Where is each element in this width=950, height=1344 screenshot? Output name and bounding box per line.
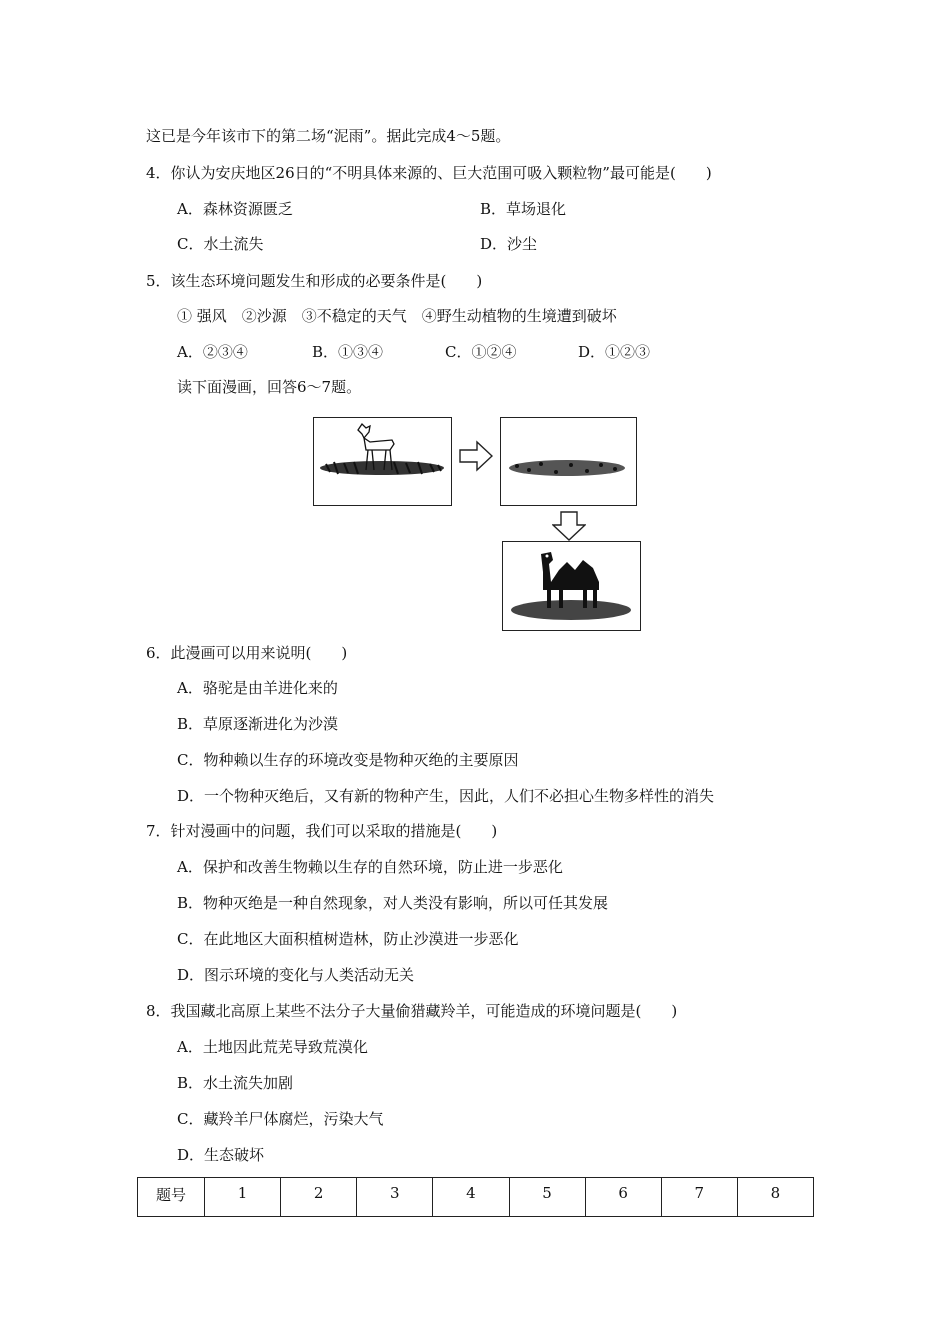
- question-6-option-a: A．骆驼是由羊进化来的: [177, 679, 338, 697]
- question-5-option-a: A．②③④: [177, 343, 248, 361]
- question-7-option-b: B．物种灭绝是一种自然现象，对人类没有影响，所以可任其发展: [177, 894, 609, 912]
- question-8-option-d: D．生态破坏: [177, 1146, 265, 1164]
- question-8-option-c: C．藏羚羊尸体腐烂，污染大气: [177, 1110, 384, 1128]
- question-6-option-d: D．一个物种灭绝后，又有新的物种产生，因此，人们不必担心生物多样性的消失: [177, 787, 715, 805]
- arrow-right-icon: [459, 440, 493, 476]
- intro-text: 这已是今年该市下的第二场“泥雨”。据此完成4～5题。: [146, 127, 511, 145]
- question-8-option-b: B．水土流失加剧: [177, 1074, 294, 1092]
- cartoon-panel-goat-grassland: [313, 417, 452, 506]
- question-6-option-b: B．草原逐渐进化为沙漠: [177, 715, 339, 733]
- question-5-option-d: D．①②③: [578, 343, 651, 361]
- answer-table-number: 4: [433, 1178, 509, 1217]
- answer-table-number: 1: [205, 1178, 281, 1217]
- question-7-stem: 7．针对漫画中的问题，我们可以采取的措施是( ): [146, 822, 498, 840]
- answer-table-header-row: [138, 1178, 814, 1217]
- question-5-conditions: ① 强风 ②沙源 ③不稳定的天气 ④野生动植物的生境遭到破坏: [177, 307, 617, 325]
- answer-table-number: 2: [281, 1178, 357, 1217]
- cartoon-panel-camel-desert: [502, 541, 641, 631]
- answer-table-number: 7: [661, 1178, 737, 1217]
- question-4-option-b: B．草场退化: [480, 200, 567, 218]
- question-6-stem: 6．此漫画可以用来说明( ): [146, 644, 348, 662]
- cartoon-intro: 读下面漫画，回答6～7题。: [177, 378, 362, 396]
- question-4-option-d: D．沙尘: [480, 235, 538, 253]
- answer-table-number: 8: [737, 1178, 813, 1217]
- question-5-option-b: B．①③④: [312, 343, 384, 361]
- question-4-stem: 4．你认为安庆地区26日的“不明具体来源的、巨大范围可吸入颗粒物”最可能是( ): [146, 164, 712, 182]
- answer-table-number: 5: [509, 1178, 585, 1217]
- answer-table-number: 6: [585, 1178, 661, 1217]
- answer-table-number: 3: [357, 1178, 433, 1217]
- question-5-stem: 5．该生态环境问题发生和形成的必要条件是( ): [146, 272, 483, 290]
- question-4-option-a: A．森林资源匮乏: [177, 200, 293, 218]
- question-5-option-c: C．①②④: [445, 343, 517, 361]
- question-6-option-c: C．物种赖以生存的环境改变是物种灭绝的主要原因: [177, 751, 519, 769]
- question-7-option-c: C．在此地区大面积植树造林，防止沙漠进一步恶化: [177, 930, 519, 948]
- question-8-option-a: A．土地因此荒芜导致荒漠化: [177, 1038, 368, 1056]
- question-7-option-d: D．图示环境的变化与人类活动无关: [177, 966, 415, 984]
- answer-table: [137, 1177, 814, 1217]
- question-7-option-a: A．保护和改善生物赖以生存的自然环境，防止进一步恶化: [177, 858, 563, 876]
- arrow-down-icon: [552, 511, 586, 545]
- question-8-stem: 8．我国藏北高原上某些不法分子大量偷猎藏羚羊，可能造成的环境问题是( ): [146, 1002, 678, 1020]
- question-4-option-c: C．水土流失: [177, 235, 264, 253]
- answer-table-header: 题号: [138, 1178, 205, 1217]
- cartoon-panel-degraded-grassland: [500, 417, 637, 506]
